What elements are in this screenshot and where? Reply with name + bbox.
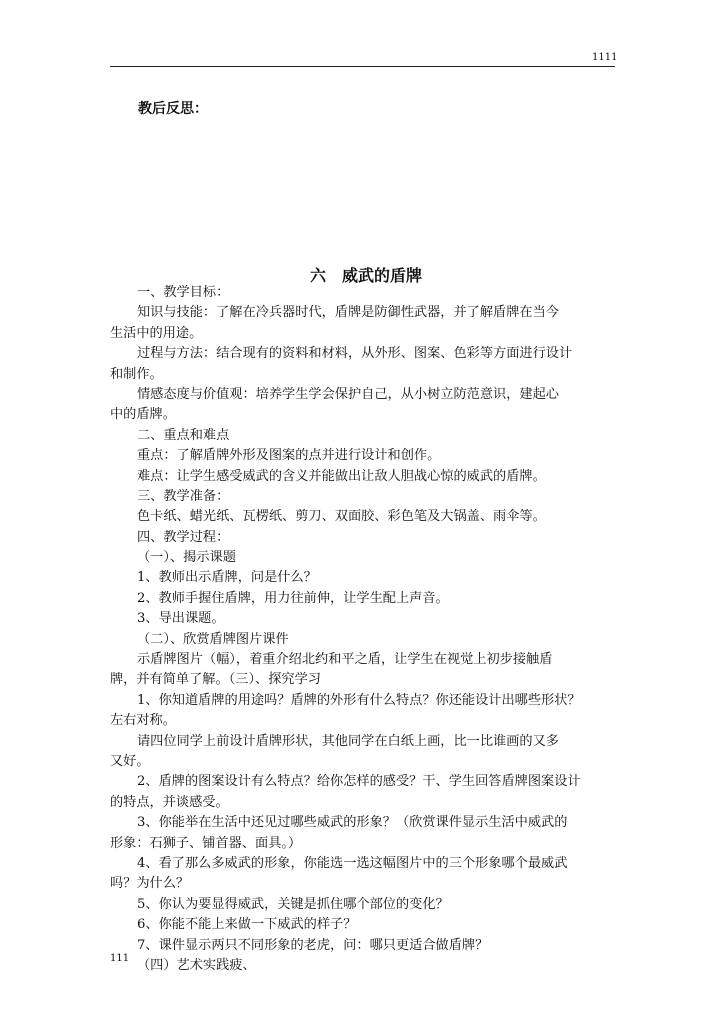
text-line: 2、盾牌的图案设计有么特点？给你怎样的感受？干、学生回答盾牌图案设计 xyxy=(137,774,581,790)
text-line: 4、看了那么多威武的形象，你能选一选这幅图片中的三个形象哪个最威武 xyxy=(137,855,568,871)
text-line: 3、你能举在生活中还见过哪些威武的形象？（欣赏课件显示生活中威武的 xyxy=(137,815,568,831)
text-line: 吗？为什么？ xyxy=(110,876,190,892)
lesson-title: 六 威武的盾牌 xyxy=(310,266,423,285)
text-line: 5、你认为要显得威武，关键是抓住哪个部位的变化？ xyxy=(137,896,449,912)
text-line: 一、教学目标： xyxy=(137,285,230,300)
text-line: 过程与方法：结合现有的资料和材料，从外形、图案、色彩等方面进行设计 xyxy=(137,346,573,362)
text-line: 7、课件显示两只不同形象的老虎，问：哪只更适合做盾牌？ xyxy=(137,937,489,953)
footer-page-number: 111 xyxy=(110,953,130,964)
text-line: 1、你知道盾牌的用途吗？盾牌的外形有什么特点？你还能设计出哪些形状？ xyxy=(137,692,581,708)
text-line: 知识与技能：了解在冷兵器时代，盾牌是防御性武器，并了解盾牌在当今 xyxy=(137,305,559,321)
text-line: 三、教学准备： xyxy=(137,488,230,504)
text-line: 中的盾牌。 xyxy=(110,407,176,423)
text-line: 2、教师手握住盾牌，用力往前伸，让学生配上声音。 xyxy=(137,590,449,606)
text-line: 左右对称。 xyxy=(110,713,176,729)
text-line: （四）艺术实践疲、 xyxy=(137,957,256,973)
text-line: 难点：让学生感受威武的含义并能做出让敌人胆战心惊的威武的盾牌。 xyxy=(137,468,546,484)
text-line: 又好。 xyxy=(110,753,150,769)
text-line: 3、导出课题。 xyxy=(137,611,225,627)
lesson-body xyxy=(110,283,620,976)
text-line: 6、你能不能上来做一下威武的样子？ xyxy=(137,917,357,933)
header-rule xyxy=(110,66,615,67)
text-line: 请四位同学上前设计盾牌形状，其他同学在白纸上画，比一比谁画的又多 xyxy=(137,733,559,749)
text-line: 重点：了解盾牌外形及图案的点并进行设计和创作。 xyxy=(137,448,441,464)
text-line: 牌，并有简单了解。（三）、探究学习 xyxy=(110,672,321,688)
text-line: 示盾牌图片（幅），着重介绍北约和平之盾，让学生在视觉上初步接触盾 xyxy=(137,652,553,668)
text-line: 色卡纸、蜡光纸、瓦楞纸、剪刀、双面胶、彩色笔及大锅盖、雨伞等。 xyxy=(137,509,546,525)
text-line: 的特点，并谈感受。 xyxy=(110,794,229,810)
header-page-number: 1111 xyxy=(592,52,618,63)
text-line: 四、教学过程： xyxy=(137,529,230,545)
text-line: 二、重点和难点 xyxy=(137,427,230,443)
text-line: 生活中的用途。 xyxy=(110,325,203,341)
text-line: 和制作。 xyxy=(110,366,163,382)
reflection-label: 教后反思： xyxy=(138,101,208,117)
text-line: 形象：石狮子、铺首器、面具。） xyxy=(110,835,302,851)
text-line: 1、教师出示盾牌，问是什么？ xyxy=(137,570,317,586)
text-line: （二）、欣赏盾牌图片课件 xyxy=(137,631,289,647)
text-line: 情感态度与价值观：培养学生学会保护自己，从小树立防范意识，建起心 xyxy=(137,386,559,402)
text-line: （一）、揭示课题 xyxy=(137,550,236,566)
